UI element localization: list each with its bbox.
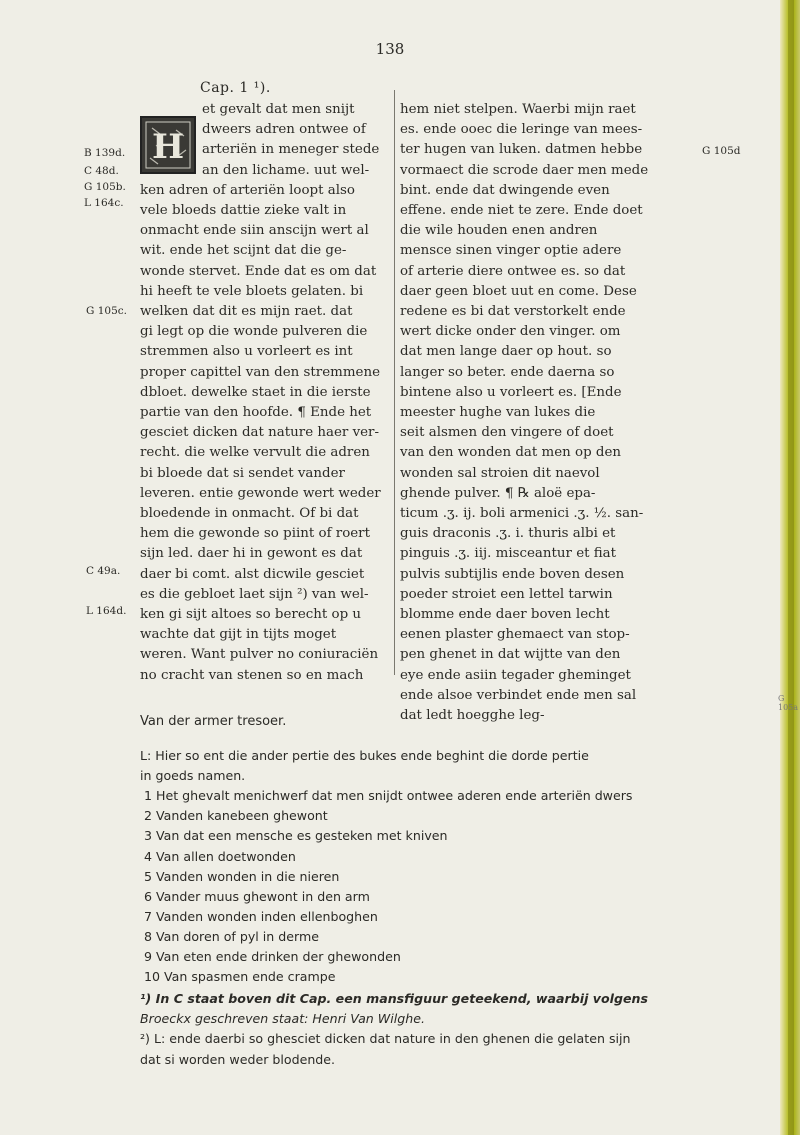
text-line: mensce sinen vinger optie adere xyxy=(400,243,622,259)
column-divider xyxy=(394,90,395,675)
text-line: dbloet. dewelke staet in die ierste xyxy=(140,384,371,400)
margin-ref: L 164d. xyxy=(86,605,127,617)
text-line: seit alsmen den vingere of doet xyxy=(400,425,614,441)
text-line: ticum .ʒ. ij. boli armenici .ʒ. ½. san- xyxy=(400,506,644,522)
text-line: ghende pulver. ¶ ℞ aloë epa- xyxy=(400,485,596,501)
text-line: no cracht van stenen so en mach xyxy=(140,667,364,683)
text-line: meester hughe van lukes die xyxy=(400,405,596,421)
text-line: bintene also u vorleert es. [Ende xyxy=(400,384,622,400)
text-line: bi bloede dat si sendet vander xyxy=(140,465,345,481)
text-line: dweers adren ontwee of xyxy=(202,122,366,138)
notes-list-item: 5 Vanden wonden in die nieren xyxy=(144,868,340,884)
margin-ref: G 105b. xyxy=(84,181,126,193)
notes-list-item: 1 Het ghevalt menichwerf dat men snijdt ontwee aderen ende arteriën dwers xyxy=(144,788,633,804)
text-line: gesciet dicken dat nature haer ver- xyxy=(140,425,379,441)
footnote-line: ²) L: ende daerbi so ghesciet dicken dat nature in den ghenen die gelaten sijn xyxy=(140,1031,631,1047)
text-line: poeder stroiet een lettel tarwin xyxy=(400,586,613,602)
notes-list-item: 10 Van spasmen ende crampe xyxy=(144,969,336,985)
text-line: bloedende in onmacht. Of bi dat xyxy=(140,506,359,522)
footnote-line: Broeckx geschreven staat: Henri Van Wilghe. xyxy=(140,1011,425,1027)
text-line: bint. ende dat dwingende even xyxy=(400,182,610,198)
margin-ref: G 105c. xyxy=(86,305,127,317)
margin-ref: G 105d xyxy=(702,145,741,157)
notes-list-item: 4 Van allen doetwonden xyxy=(144,848,296,864)
text-line: effene. ende niet te zere. Ende doet xyxy=(400,203,643,219)
text-line: wert dicke onder den vinger. om xyxy=(400,324,621,340)
text-line: gi legt op die wonde pulveren die xyxy=(140,324,368,340)
text-line: pen ghenet in dat wijtte van den xyxy=(400,647,621,663)
notes-heading: Van der armer tresoer. xyxy=(140,714,287,729)
text-line: hi heeft te vele bloets gelaten. bi xyxy=(140,283,364,299)
margin-ref: C 48d. xyxy=(84,165,119,177)
text-line: leveren. entie gewonde wert weder xyxy=(140,485,381,501)
right-text-column xyxy=(400,100,690,726)
notes-intro-line: L: Hier so ent die ander pertie des bukes ende beghint die dorde pertie xyxy=(140,748,589,764)
text-line: dat ledt hoegghe leg- xyxy=(400,708,545,724)
text-line: et gevalt dat men snijt xyxy=(202,102,355,117)
page-number: 138 xyxy=(375,40,405,58)
text-line: recht. die welke vervult die adren xyxy=(140,445,370,461)
text-line: an den lichame. uut wel- xyxy=(202,162,370,178)
notes-section xyxy=(140,712,700,1070)
text-line: welken dat dit es mijn raet. dat xyxy=(140,304,353,320)
text-line: ende alsoe verbindet ende men sal xyxy=(400,687,637,703)
left-text-column xyxy=(140,100,390,686)
notes-list-item: 8 Van doren of pyl in derme xyxy=(144,928,319,944)
text-line: hem niet stelpen. Waerbi mijn raet xyxy=(400,102,636,117)
footnote-line: dat si worden weder blodende. xyxy=(140,1051,336,1067)
text-line: langer so beter. ende daerna so xyxy=(400,364,615,380)
text-line: hem die gewonde so piint of roert xyxy=(140,526,370,542)
chapter-heading: Cap. 1 ¹). xyxy=(200,80,271,96)
margin-ref: C 49a. xyxy=(86,565,121,577)
notes-list-item: 9 Van eten ende drinken der ghewonden xyxy=(144,949,401,965)
notes-intro-line: in goeds namen. xyxy=(140,768,246,784)
text-line: partie van den hoofde. ¶ Ende het xyxy=(140,405,372,421)
notes-list-item: 2 Vanden kanebeen ghewont xyxy=(144,808,328,824)
text-line: die wile houden enen andren xyxy=(400,223,598,239)
text-line: vele bloeds dattie zieke valt in xyxy=(140,203,347,219)
margin-ref: B 139d. xyxy=(84,147,126,159)
text-line: onmacht ende siin anscijn wert al xyxy=(140,223,369,239)
text-line: redene es bi dat verstorkelt ende xyxy=(400,304,626,320)
notes-list-item: 6 Vander muus ghewont in den arm xyxy=(144,888,370,904)
text-line: blomme ende daer boven lecht xyxy=(400,607,610,623)
text-line: sijn led. daer hi in gewont es dat xyxy=(140,546,363,562)
text-line: arteriën in meneger stede xyxy=(202,142,380,158)
text-line: ken adren of arteriën loopt also xyxy=(140,182,355,198)
text-line: weren. Want pulver no coniuraciën xyxy=(140,647,379,663)
text-line: ken gi sijt altoes so berecht op u xyxy=(140,607,362,623)
text-line: ter hugen van luken. datmen hebbe xyxy=(400,142,643,158)
text-line: wonden sal stroien dit naevol xyxy=(400,465,600,481)
page-edge-shadow xyxy=(788,0,794,1135)
initial-letter: H xyxy=(151,127,185,167)
text-line: van den wonden dat men op den xyxy=(400,445,622,461)
text-line: es die gebloet laet sijn ²) van wel- xyxy=(140,586,369,602)
text-line: stremmen also u vorleert es int xyxy=(140,344,353,360)
margin-ref: L 164c. xyxy=(84,197,124,209)
text-line: wonde stervet. Ende dat es om dat xyxy=(140,263,377,279)
text-line: eye ende asiin tegader gheminget xyxy=(400,667,631,683)
text-line: eenen plaster ghemaect van stop- xyxy=(400,627,630,643)
text-line: vormaect die scrode daer men mede xyxy=(400,162,649,178)
text-line: wit. ende het scijnt dat die ge- xyxy=(140,243,347,259)
text-line: daer bi comt. alst dicwile gesciet xyxy=(140,566,365,582)
footnote-line: ¹) In C staat boven dit Cap. een mansfiguur geteekend, waarbij volgens xyxy=(140,991,648,1007)
text-line: es. ende ooec die leringe van mees- xyxy=(400,122,643,138)
edge-mark: G 105a xyxy=(778,694,799,712)
text-line: guis draconis .ʒ. i. thuris albi et xyxy=(400,526,616,542)
text-line: daer geen bloet uut en come. Dese xyxy=(400,283,637,299)
text-line: of arterie diere ontwee es. so dat xyxy=(400,263,626,279)
text-line: dat men lange daer op hout. so xyxy=(400,344,612,360)
notes-list-item: 3 Van dat een mensche es gesteken met kniven xyxy=(144,828,448,844)
text-line: wachte dat gijt in tijts moget xyxy=(140,627,337,643)
notes-list-item: 7 Vanden wonden inden ellenboghen xyxy=(144,908,378,924)
text-line: pulvis subtijlis ende boven desen xyxy=(400,566,625,582)
text-line: proper capittel van den stremmene xyxy=(140,364,381,380)
text-line: pinguis .ʒ. iij. misceantur et fiat xyxy=(400,546,617,562)
